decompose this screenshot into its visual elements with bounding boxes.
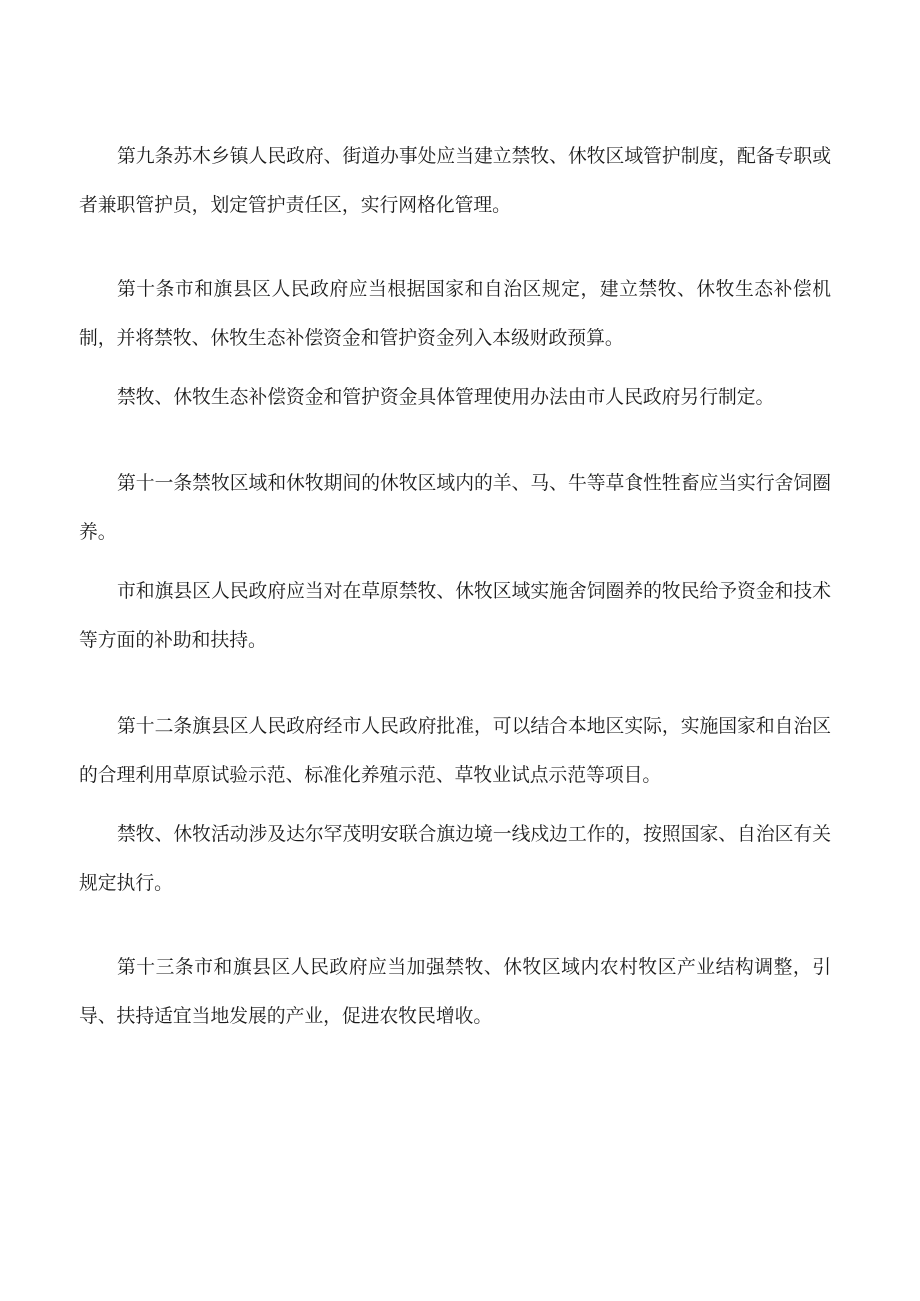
article-9-paragraph-1: 第九条苏木乡镇人民政府、街道办事处应当建立禁牧、休牧区域管护制度，配备专职或者兼职管护员，划定管护责任区，实行网格化管理。 bbox=[79, 146, 831, 216]
article-10 bbox=[79, 265, 831, 422]
article-13-paragraph-1: 第十三条市和旗县区人民政府应当加强禁牧、休牧区域内农村牧区产业结构调整，引导、扶持适宜当地发展的产业，促进农牧民增收。 bbox=[79, 957, 831, 1027]
article-10-paragraph-2: 禁牧、休牧生态补偿资金和管护资金具体管理使用办法由市人民政府另行制定。 bbox=[117, 387, 775, 408]
article-11-paragraph-1: 第十一条禁牧区域和休牧期间的休牧区域内的羊、马、牛等草食性牲畜应当实行舍饲圈养。 bbox=[79, 473, 831, 543]
article-9 bbox=[79, 132, 831, 230]
article-12-paragraph-2: 禁牧、休牧活动涉及达尔罕茂明安联合旗边境一线戍边工作的，按照国家、自治区有关规定执行。 bbox=[79, 824, 831, 894]
article-12-paragraph-1: 第十二条旗县区人民政府经市人民政府批准，可以结合本地区实际，实施国家和自治区的合理利用草原试验示范、标准化养殖示范、草牧业试点示范等项目。 bbox=[79, 716, 831, 786]
article-11 bbox=[79, 459, 831, 665]
article-10-paragraph-1: 第十条市和旗县区人民政府应当根据国家和自治区规定，建立禁牧、休牧生态补偿机制，并将禁牧、休牧生态补偿资金和管护资金列入本级财政预算。 bbox=[79, 279, 831, 349]
article-12 bbox=[79, 702, 831, 908]
article-13 bbox=[79, 943, 831, 1041]
article-11-paragraph-2: 市和旗县区人民政府应当对在草原禁牧、休牧区域实施舍饲圈养的牧民给予资金和技术等方面的补助和扶持。 bbox=[79, 581, 831, 651]
document-body bbox=[79, 132, 831, 1081]
